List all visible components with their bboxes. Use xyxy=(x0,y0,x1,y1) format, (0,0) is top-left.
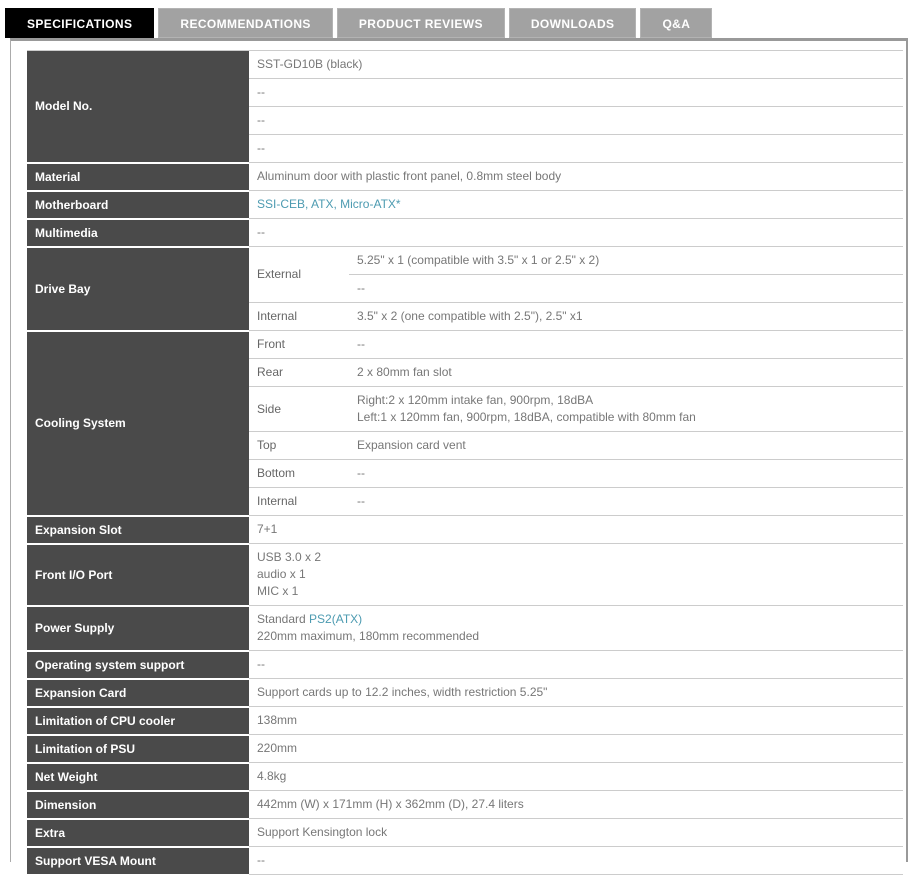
spec-section xyxy=(27,735,903,763)
spec-sublabel: Bottom xyxy=(249,460,349,488)
spec-value xyxy=(349,247,903,275)
spec-text: 3.5" x 2 (one compatible with 2.5"), 2.5" x1 xyxy=(357,309,583,323)
spec-value-line xyxy=(257,852,895,869)
tab-qa[interactable]: Q&A xyxy=(640,8,712,38)
spec-row xyxy=(27,219,903,247)
spec-row xyxy=(27,247,903,275)
spec-value-line xyxy=(357,308,895,325)
spec-section xyxy=(27,191,903,219)
spec-label: Limitation of CPU cooler xyxy=(27,707,249,735)
spec-label: Multimedia xyxy=(27,219,249,247)
spec-text: -- xyxy=(357,494,365,508)
spec-section xyxy=(27,51,903,163)
spec-row xyxy=(27,544,903,606)
spec-value-line xyxy=(257,549,895,566)
spec-value-line xyxy=(257,611,895,628)
spec-link[interactable]: PS2(ATX) xyxy=(309,612,363,626)
spec-value-line xyxy=(357,336,895,353)
spec-value-line xyxy=(257,824,895,841)
spec-value-line xyxy=(257,684,895,701)
spec-sublabel: External xyxy=(249,247,349,303)
spec-section xyxy=(27,763,903,791)
spec-text: 138mm xyxy=(257,713,298,727)
spec-label: Expansion Slot xyxy=(27,516,249,544)
spec-row xyxy=(27,707,903,735)
spec-value xyxy=(349,275,903,303)
spec-text: -- xyxy=(357,337,365,351)
spec-text: -- xyxy=(257,225,265,239)
spec-label: Extra xyxy=(27,819,249,847)
spec-text: SST-GD10B (black) xyxy=(257,57,363,71)
spec-label: Model No. xyxy=(27,51,249,163)
spec-label: Cooling System xyxy=(27,331,249,516)
spec-value-line xyxy=(257,196,895,213)
tab-specifications[interactable]: SPECIFICATIONS xyxy=(5,8,154,38)
spec-value xyxy=(249,107,903,135)
tab-downloads[interactable]: DOWNLOADS xyxy=(509,8,637,38)
tab-recommendations[interactable]: RECOMMENDATIONS xyxy=(158,8,332,38)
spec-section xyxy=(27,847,903,875)
spec-text: -- xyxy=(257,141,265,155)
spec-value-line xyxy=(257,768,895,785)
spec-label: Drive Bay xyxy=(27,247,249,331)
spec-value-line xyxy=(257,712,895,729)
spec-value-line xyxy=(357,364,895,381)
spec-value xyxy=(249,847,903,875)
spec-value xyxy=(249,544,903,606)
spec-text: 2 x 80mm fan slot xyxy=(357,365,452,379)
spec-text: -- xyxy=(257,657,265,671)
spec-row xyxy=(27,847,903,875)
spec-text: USB 3.0 x 2 xyxy=(257,550,322,564)
spec-value xyxy=(249,219,903,247)
spec-row xyxy=(27,331,903,359)
spec-value xyxy=(249,763,903,791)
spec-value xyxy=(249,707,903,735)
spec-value xyxy=(349,432,903,460)
spec-text: Aluminum door with plastic front panel, 0.8mm steel body xyxy=(257,169,562,183)
spec-text: Standard xyxy=(257,612,310,626)
spec-section xyxy=(27,219,903,247)
tab-product-reviews[interactable]: PRODUCT REVIEWS xyxy=(337,8,505,38)
spec-row xyxy=(27,516,903,544)
spec-section xyxy=(27,679,903,707)
spec-text: Right:2 x 120mm intake fan, 900rpm, 18dBA xyxy=(357,393,594,407)
spec-section xyxy=(27,606,903,651)
spec-value-line xyxy=(357,392,895,409)
spec-label: Limitation of PSU xyxy=(27,735,249,763)
specifications-table xyxy=(27,50,903,876)
spec-row xyxy=(27,735,903,763)
spec-value-line xyxy=(257,566,895,583)
spec-section xyxy=(27,819,903,847)
spec-value-line xyxy=(357,409,895,426)
spec-text: -- xyxy=(357,466,365,480)
spec-value-line xyxy=(257,56,895,73)
spec-label: Front I/O Port xyxy=(27,544,249,606)
spec-value xyxy=(349,488,903,516)
spec-value xyxy=(249,191,903,219)
spec-text: audio x 1 xyxy=(257,567,306,581)
spec-section xyxy=(27,791,903,819)
spec-value-line xyxy=(257,796,895,813)
spec-section xyxy=(27,247,903,331)
spec-value xyxy=(349,387,903,432)
spec-section xyxy=(27,651,903,679)
spec-text: 220mm maximum, 180mm recommended xyxy=(257,629,480,643)
spec-row xyxy=(27,51,903,79)
spec-text: 4.8kg xyxy=(257,769,287,783)
spec-section xyxy=(27,331,903,516)
spec-value-line xyxy=(357,252,895,269)
spec-row xyxy=(27,819,903,847)
spec-label: Dimension xyxy=(27,791,249,819)
spec-section xyxy=(27,163,903,191)
spec-value xyxy=(249,679,903,707)
spec-text: -- xyxy=(257,113,265,127)
spec-sublabel: Internal xyxy=(249,488,349,516)
spec-row xyxy=(27,606,903,651)
spec-value xyxy=(249,516,903,544)
spec-sublabel: Front xyxy=(249,331,349,359)
spec-section xyxy=(27,516,903,544)
spec-value-line xyxy=(257,168,895,185)
spec-value-line xyxy=(257,112,895,129)
spec-sublabel: Top xyxy=(249,432,349,460)
spec-sublabel: Rear xyxy=(249,359,349,387)
spec-value xyxy=(249,735,903,763)
spec-value-line xyxy=(257,740,895,757)
spec-value-line xyxy=(257,140,895,157)
spec-text: Support Kensington lock xyxy=(257,825,388,839)
spec-value-line xyxy=(357,493,895,510)
spec-text: 442mm (W) x 171mm (H) x 362mm (D), 27.4 liters xyxy=(257,797,524,811)
spec-value xyxy=(249,651,903,679)
spec-text: 7+1 xyxy=(257,522,278,536)
specifications-panel xyxy=(10,38,908,868)
spec-row xyxy=(27,191,903,219)
spec-text: Left:1 x 120mm fan, 900rpm, 18dBA, compatible with 80mm fan xyxy=(357,410,696,424)
spec-value-line xyxy=(257,84,895,101)
spec-value xyxy=(349,460,903,488)
spec-value-line xyxy=(357,280,895,297)
spec-value-line xyxy=(357,465,895,482)
spec-text: -- xyxy=(257,853,265,867)
spec-value xyxy=(249,51,903,79)
spec-text: -- xyxy=(257,85,265,99)
spec-text: -- xyxy=(357,281,365,295)
spec-value xyxy=(349,331,903,359)
spec-value-line xyxy=(257,583,895,600)
spec-value-line xyxy=(257,521,895,538)
spec-text: Expansion card vent xyxy=(357,438,466,452)
spec-text: Support cards up to 12.2 inches, width restriction 5.25" xyxy=(257,685,548,699)
spec-value-line xyxy=(357,437,895,454)
spec-section xyxy=(27,544,903,606)
spec-value xyxy=(249,135,903,163)
spec-row xyxy=(27,763,903,791)
spec-label: Power Supply xyxy=(27,606,249,651)
spec-row xyxy=(27,791,903,819)
spec-value xyxy=(249,819,903,847)
spec-row xyxy=(27,651,903,679)
spec-value xyxy=(249,791,903,819)
spec-value xyxy=(349,303,903,331)
spec-label: Motherboard xyxy=(27,191,249,219)
spec-value-line xyxy=(257,656,895,673)
spec-label: Expansion Card xyxy=(27,679,249,707)
spec-row xyxy=(27,163,903,191)
spec-row xyxy=(27,679,903,707)
spec-value xyxy=(249,163,903,191)
spec-text: 5.25" x 1 (compatible with 3.5" x 1 or 2.5" x 2) xyxy=(357,253,600,267)
spec-label: Support VESA Mount xyxy=(27,847,249,875)
spec-text: MIC x 1 xyxy=(257,584,299,598)
spec-label: Net Weight xyxy=(27,763,249,791)
spec-section xyxy=(27,707,903,735)
spec-text: 220mm xyxy=(257,741,298,755)
tab-bar xyxy=(5,8,716,38)
spec-value xyxy=(249,606,903,651)
spec-value xyxy=(249,79,903,107)
spec-value xyxy=(349,359,903,387)
spec-sublabel: Side xyxy=(249,387,349,432)
spec-value-line xyxy=(257,224,895,241)
spec-value-line xyxy=(257,628,895,645)
spec-label: Operating system support xyxy=(27,651,249,679)
spec-link[interactable]: SSI-CEB, ATX, Micro-ATX* xyxy=(257,197,401,211)
spec-label: Material xyxy=(27,163,249,191)
spec-sublabel: Internal xyxy=(249,303,349,331)
